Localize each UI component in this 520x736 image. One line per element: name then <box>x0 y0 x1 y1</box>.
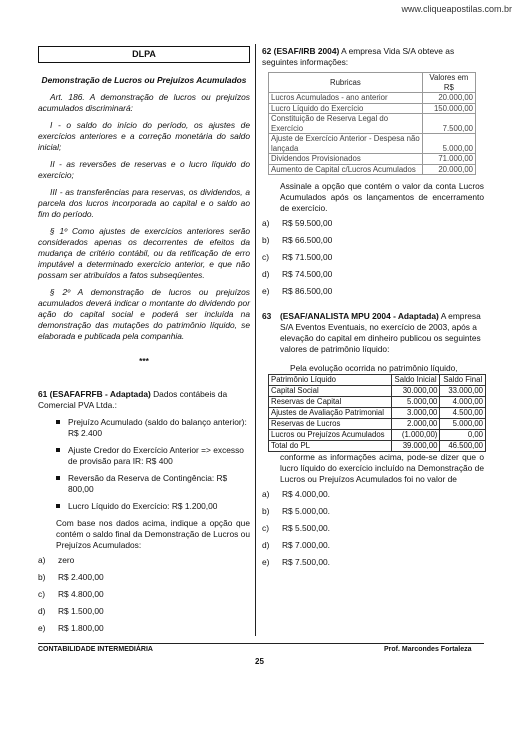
question-intro: A empresa S/A Eventos Eventuais, no exercício de 2003, após a elevação do capital em dinheiro publicou os seguintes valores de patrimônio líquido: <box>280 311 481 354</box>
table-cell: Lucros Acumulados - ano anterior <box>269 93 423 104</box>
table-row <box>269 103 476 114</box>
table-cell: 0,00 <box>440 430 486 441</box>
answer-option[interactable] <box>38 606 250 617</box>
list-item-text: Ajuste Credor do Exercício Anterior => excesso de provisão para IR: R$ 400 <box>68 445 244 466</box>
footer-course: CONTABILIDADE INTERMEDIÁRIA <box>38 646 153 653</box>
option-letter: c) <box>38 589 45 599</box>
table-cell: 150.000,00 <box>422 103 475 114</box>
table-row <box>269 408 486 419</box>
question-source: (ESAFAFRFB - Adaptada) <box>49 389 151 399</box>
option-letter: e) <box>262 286 270 296</box>
law-text <box>38 92 250 342</box>
question-text: conforme as informações acima, pode-se dizer que o lucro líquido do exercício incluído na Demonstração de Lucros ou Prejuízos Acumulados foi no valor de <box>280 452 484 484</box>
option-text: R$ 1.500,00 <box>58 606 104 616</box>
table-row <box>269 93 476 104</box>
option-letter: a) <box>262 218 270 228</box>
answer-option[interactable] <box>262 235 484 246</box>
option-letter: d) <box>262 540 270 550</box>
footer-rule <box>38 643 484 644</box>
answer-option[interactable] <box>262 540 484 551</box>
section-box-title: DLPA <box>38 46 250 63</box>
table-cell: 5.000,00 <box>391 397 440 408</box>
option-text: R$ 4.000,00. <box>282 489 330 499</box>
separator-stars: *** <box>139 356 149 366</box>
bullet-icon <box>56 448 60 452</box>
question-63 <box>262 311 484 568</box>
table-header-row <box>269 375 486 386</box>
table-cell: Reservas de Lucros <box>269 419 392 430</box>
question-number: 61 <box>38 389 48 399</box>
table-cell: 4.000,00 <box>440 397 486 408</box>
list-item-text: Lucro Líquido do Exercício: R$ 1.200,00 <box>68 501 218 511</box>
option-letter: d) <box>38 606 46 616</box>
table-cell: 5.000,00 <box>422 134 475 154</box>
table-cell: 2.000,00 <box>391 419 440 430</box>
option-letter: c) <box>262 252 269 262</box>
question-number: 62 <box>262 46 272 56</box>
table-cell: Ajustes de Avaliação Patrimonial <box>269 408 392 419</box>
question-intro: A empresa Vida S/A obteve as seguintes informações: <box>262 46 455 67</box>
option-text: R$ 7.500,00. <box>282 557 330 567</box>
option-letter: e) <box>262 557 270 567</box>
table-cell: Total do PL <box>269 441 392 452</box>
table-cell: 46.500,00 <box>440 441 486 452</box>
table-row <box>269 154 476 165</box>
question-header <box>262 46 484 68</box>
option-text: R$ 5.000,00. <box>282 506 330 516</box>
question-source: (ESAF/IRB 2004) <box>273 46 340 56</box>
table-row <box>269 397 486 408</box>
question-text: Com base nos dados acima, indique a opção que contém o saldo final da Demonstração de Lucros ou Prejuízos Acumulados: <box>56 518 250 550</box>
answer-options <box>262 489 484 568</box>
list-item <box>56 501 250 512</box>
question-header-text <box>280 311 484 355</box>
option-letter: b) <box>38 572 46 582</box>
table-cell: 33.000,00 <box>440 386 486 397</box>
footer-author: Prof. Marcondes Fortaleza <box>384 646 472 653</box>
option-text: R$ 74.500,00 <box>282 269 333 279</box>
list-item-text: Reversão da Reserva de Contingência: R$ 800,00 <box>68 473 228 494</box>
option-letter: d) <box>262 269 270 279</box>
table-cell: 5.000,00 <box>440 419 486 430</box>
table-cell: 4.500,00 <box>440 408 486 419</box>
data-table <box>268 72 476 175</box>
left-column <box>38 46 250 640</box>
bullet-icon <box>56 420 60 424</box>
question-header <box>38 389 250 411</box>
table-header-row <box>269 73 476 93</box>
option-text: R$ 71.500,00 <box>282 252 333 262</box>
option-text: R$ 86.500,00 <box>282 286 333 296</box>
option-text: zero <box>58 555 75 565</box>
section-title: Demonstração de Lucros ou Prejuízos Acumulados <box>41 75 247 85</box>
table-cell: Capital Social <box>269 386 392 397</box>
question-intro: Dados contábeis da Comercial PVA Ltda.: <box>38 389 228 410</box>
option-text: R$ 5.500,00. <box>282 523 330 533</box>
answer-option[interactable] <box>38 555 250 566</box>
option-letter: e) <box>38 623 46 633</box>
table-cell: Ajuste de Exercício Anterior - Despesa não lançada <box>269 134 423 154</box>
option-text: R$ 66.500,00 <box>282 235 333 245</box>
table-cell: 20.000,00 <box>422 93 475 104</box>
option-letter: c) <box>262 523 269 533</box>
option-text: R$ 59.500,00 <box>282 218 333 228</box>
table-cell: Lucro Líquido do Exercício <box>269 103 423 114</box>
list-item-text: Prejuízo Acumulado (saldo do balanço anterior): R$ 2.400 <box>68 417 247 438</box>
question-source: (ESAF/ANALISTA MPU 2004 - Adaptada) <box>280 311 439 321</box>
right-column <box>262 46 484 574</box>
question-number: 63 <box>262 311 272 321</box>
table-row <box>269 114 476 134</box>
law-paragraph: II - as reversões de reservas e o lucro líquido do exercício; <box>38 159 250 180</box>
option-letter: b) <box>262 506 270 516</box>
table-cell: 30.000,00 <box>391 386 440 397</box>
table-cell: Reservas de Capital <box>269 397 392 408</box>
table-header: Valores em R$ <box>422 73 475 93</box>
list-item <box>56 417 250 439</box>
data-table <box>268 374 486 452</box>
table-cell: 71.000,00 <box>422 154 475 165</box>
table-row <box>269 134 476 154</box>
answer-option[interactable] <box>262 557 484 568</box>
answer-option[interactable] <box>262 489 484 500</box>
column-divider <box>255 44 256 636</box>
answer-option[interactable] <box>38 572 250 583</box>
answer-option[interactable] <box>38 589 250 600</box>
answer-option[interactable] <box>262 523 484 534</box>
bullet-icon <box>56 476 60 480</box>
table-row <box>269 164 476 175</box>
table-cell: (1.000,00) <box>391 430 440 441</box>
data-list <box>38 417 250 512</box>
table-cell: Aumento de Capital c/Lucros Acumulados <box>269 164 423 175</box>
table-header: Saldo Inicial <box>391 375 440 386</box>
answer-option[interactable] <box>262 506 484 517</box>
table-cell: Dividendos Provisionados <box>269 154 423 165</box>
question-header <box>262 311 484 355</box>
table-row <box>269 419 486 430</box>
option-letter: a) <box>38 555 46 565</box>
question-62 <box>262 46 484 297</box>
page-number: 25 <box>255 657 264 666</box>
answer-option[interactable] <box>38 623 250 634</box>
list-item <box>56 445 250 467</box>
option-letter: a) <box>262 489 270 499</box>
table-header: Rubricas <box>269 73 423 93</box>
law-paragraph: § 1º Como ajustes de exercícios anteriores serão considerados apenas os decorrentes de efeitos da mudança de critério contábil, ou da retificação de erro imputável a determinado exercício anterior, e que não possam ser atribuídos a fatos subseqüentes. <box>38 226 250 280</box>
list-item <box>56 473 250 495</box>
table-cell: 3.000,00 <box>391 408 440 419</box>
table-header: Saldo Final <box>440 375 486 386</box>
law-paragraph: III - as transferências para reservas, os dividendos, a parcela dos lucros incorporada ao capital e o saldo ao fim do período. <box>38 187 250 219</box>
table-cell: Constituição de Reserva Legal do Exercício <box>269 114 423 134</box>
option-text: R$ 7.000,00. <box>282 540 330 550</box>
pre-table-text: Pela evolução ocorrida no patrimônio líquido, <box>290 363 458 373</box>
law-paragraph: Art. 186. A demonstração de lucros ou prejuízos acumulados discriminará: <box>38 92 250 113</box>
question-61 <box>38 389 250 634</box>
table-row <box>269 441 486 452</box>
answer-option[interactable] <box>262 252 484 263</box>
option-text: R$ 2.400,00 <box>58 572 104 582</box>
answer-option[interactable] <box>262 218 484 229</box>
law-paragraph: § 2º A demonstração de lucros ou prejuízos acumulados deverá indicar o montante do dividendo por ação do capital social e poderá ser incluída na demonstração das mutações do patrimônio líquido, se elaborada e publicada pela companhia. <box>38 287 250 341</box>
answer-option[interactable] <box>262 269 484 280</box>
table-row <box>269 386 486 397</box>
law-paragraph: I - o saldo do início do período, os ajustes de exercícios anteriores e a correção monetária do saldo inicial; <box>38 120 250 152</box>
option-text: R$ 1.800,00 <box>58 623 104 633</box>
answer-option[interactable] <box>262 286 484 297</box>
answer-options <box>262 218 484 297</box>
answer-options <box>38 555 250 634</box>
option-letter: b) <box>262 235 270 245</box>
table-cell: 39.000,00 <box>391 441 440 452</box>
table-cell: 7.500,00 <box>422 114 475 134</box>
table-cell: 20.000,00 <box>422 164 475 175</box>
question-text: Assinale a opção que contém o valor da conta Lucros Acumulados após os lançamentos de encerramento de exercício. <box>280 181 484 213</box>
table-cell: Lucros ou Prejuízos Acumulados <box>269 430 392 441</box>
bullet-icon <box>56 504 60 508</box>
table-row <box>269 430 486 441</box>
option-text: R$ 4.800,00 <box>58 589 104 599</box>
table-header: Patrimônio Líquido <box>269 375 392 386</box>
site-url: www.cliqueapostilas.com.br <box>401 4 512 14</box>
